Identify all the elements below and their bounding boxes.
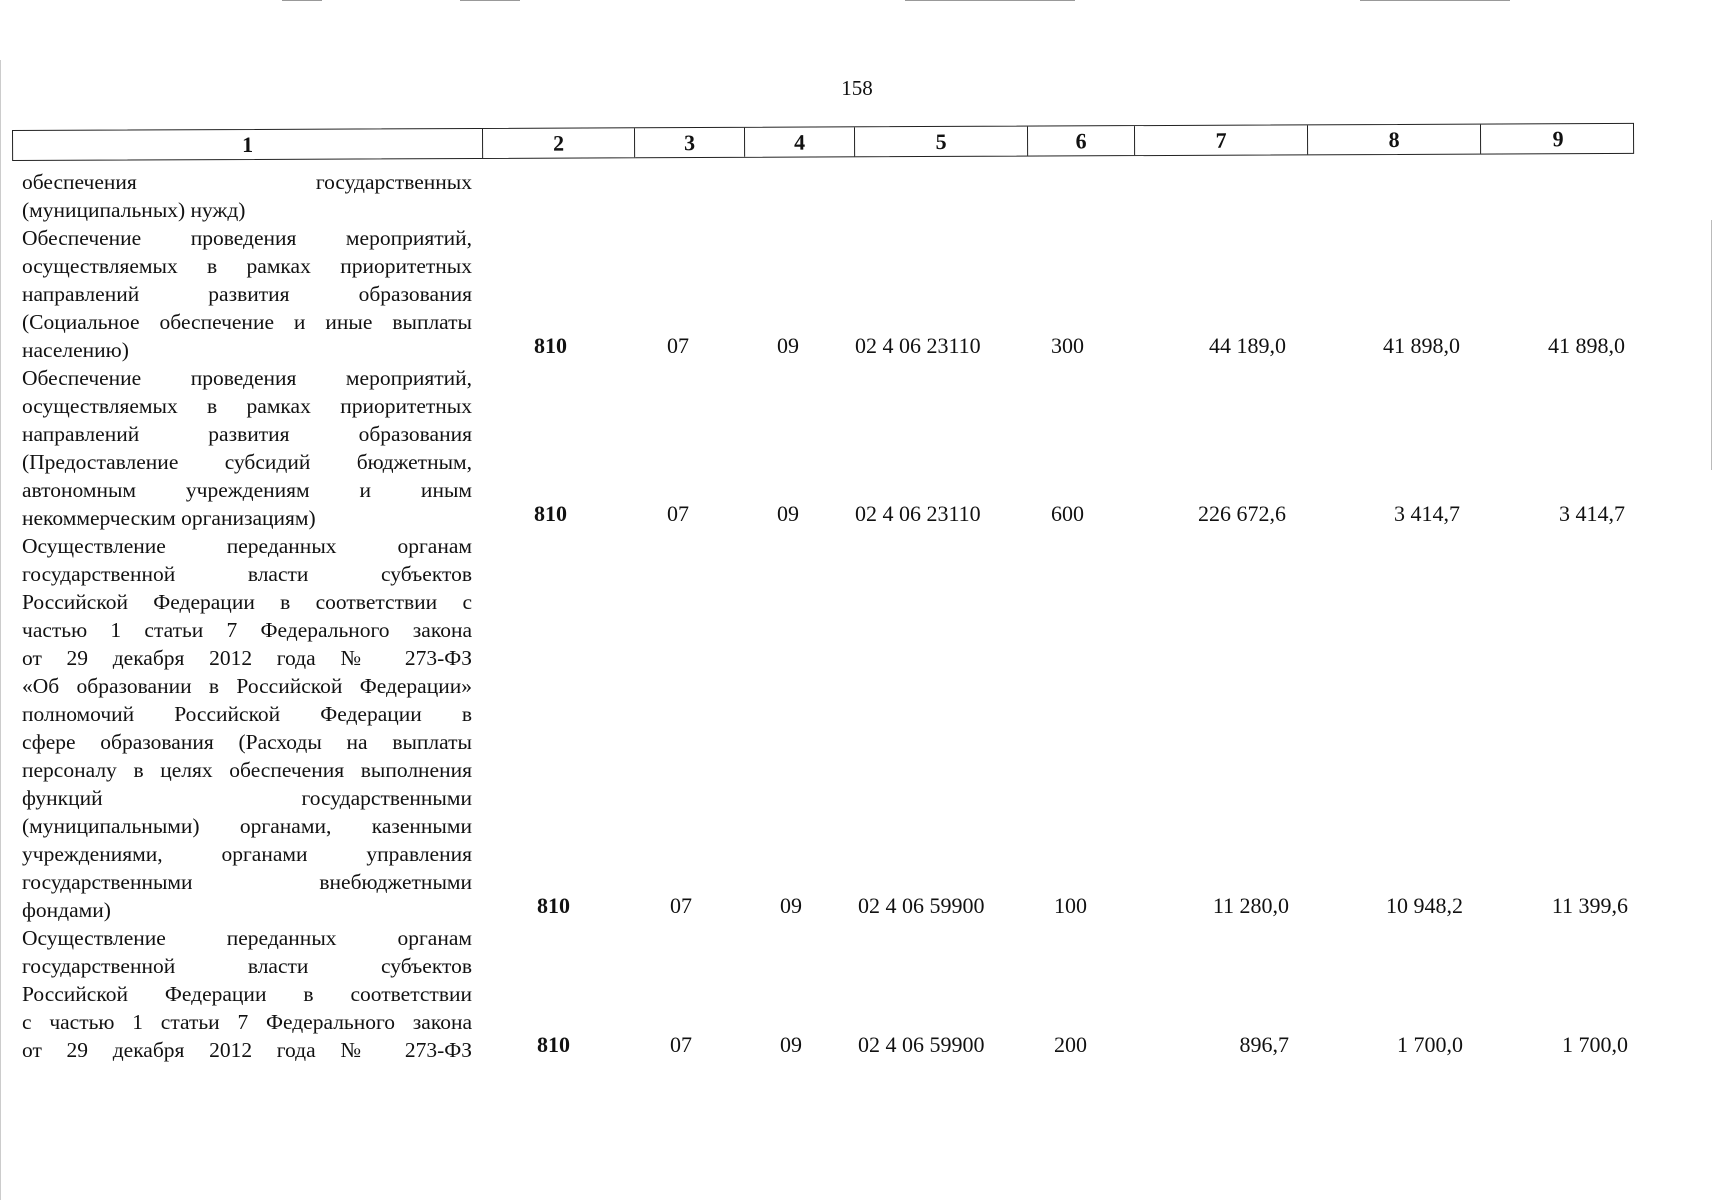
description-line: фондами) <box>22 898 111 922</box>
description-line: функций государственными <box>22 786 472 810</box>
cell-section: 07 <box>667 333 689 358</box>
scan-mark <box>460 0 520 1</box>
cell-amount-7: 226 672,6 <box>1198 501 1286 526</box>
scan-edge-left <box>0 60 1 1200</box>
header-cell-3: 3 <box>635 128 745 157</box>
description-line: Обеспечение проведения мероприятий, <box>22 366 472 390</box>
table-row <box>0 893 1714 923</box>
cell-subsection: 09 <box>777 501 799 526</box>
description-line: «Об образовании в Российской Федерации» <box>22 674 472 698</box>
description-line: направлений развития образования <box>22 422 472 446</box>
description-line: (Предоставление субсидий бюджетным, <box>22 450 472 474</box>
table-row <box>0 1032 1714 1062</box>
description-line: от 29 декабря 2012 года № 273-ФЗ <box>22 1038 472 1062</box>
scan-mark <box>1360 0 1510 1</box>
cell-code: 810 <box>537 893 570 918</box>
description-line: обеспечения государственных <box>22 170 472 194</box>
cell-target-article: 02 4 06 59900 <box>858 893 985 918</box>
description-line: (Социальное обеспечение и иные выплаты <box>22 310 472 334</box>
header-cell-9: 9 <box>1552 126 1564 152</box>
cell-subsection: 09 <box>780 1032 802 1057</box>
description-line: (муниципальными) органами, казенными <box>22 814 472 838</box>
cell-code: 810 <box>534 501 567 526</box>
table-row <box>0 501 1714 531</box>
description-line: направлений развития образования <box>22 282 472 306</box>
description-line: государственной власти субъектов <box>22 562 472 586</box>
cell-expense-type: 300 <box>1051 333 1084 358</box>
cell-subsection: 09 <box>780 893 802 918</box>
cell-amount-8: 3 414,7 <box>1394 501 1460 526</box>
cell-amount-9: 41 898,0 <box>1548 333 1625 358</box>
page-number: 158 <box>841 76 873 100</box>
header-cell-8: 8 <box>1308 125 1481 155</box>
description-line: полномочий Российской Федерации в <box>22 702 472 726</box>
cell-target-article: 02 4 06 23110 <box>855 333 981 358</box>
cell-target-article: 02 4 06 23110 <box>855 501 981 526</box>
description-line: государственными внебюджетными <box>22 870 472 894</box>
cell-amount-9: 1 700,0 <box>1562 1032 1628 1057</box>
header-cell-2: 2 <box>483 128 635 158</box>
description-line: автономным учреждениям и иным <box>22 478 472 502</box>
description-line: Российской Федерации в соответствии с <box>22 590 472 614</box>
description-line: от 29 декабря 2012 года № 273-ФЗ <box>22 646 472 670</box>
cell-amount-7: 44 189,0 <box>1209 333 1286 358</box>
header-cell-1: 1 <box>13 129 483 160</box>
cell-section: 07 <box>670 1032 692 1057</box>
table-row <box>0 333 1714 363</box>
cell-section: 07 <box>667 501 689 526</box>
header-cell-6: 6 <box>1028 126 1135 155</box>
cell-code: 810 <box>537 1032 570 1057</box>
cell-amount-7: 11 280,0 <box>1212 893 1289 918</box>
cell-amount-8: 10 948,2 <box>1386 893 1463 918</box>
description-line: (муниципальных) нужд) <box>22 198 246 222</box>
description-line: осуществляемых в рамках приоритетных <box>22 254 472 278</box>
header-cell-7: 7 <box>1135 125 1308 155</box>
cell-expense-type: 200 <box>1054 1032 1087 1057</box>
cell-expense-type: 100 <box>1054 893 1087 918</box>
cell-subsection: 09 <box>777 333 799 358</box>
description-line: населению) <box>22 338 129 362</box>
cell-amount-9: 3 414,7 <box>1559 501 1625 526</box>
description-line: сфере образования (Расходы на выплаты <box>22 730 472 754</box>
description-line: Российской Федерации в соответствии <box>22 982 472 1006</box>
cell-amount-7: 896,7 <box>1239 1032 1289 1057</box>
description-line: осуществляемых в рамках приоритетных <box>22 394 472 418</box>
description-line: Осуществление переданных органам <box>22 534 472 558</box>
description-line: персоналу в целях обеспечения выполнения <box>22 758 472 782</box>
table-header-row <box>12 123 1634 161</box>
description-line: государственной власти субъектов <box>22 954 472 978</box>
header-cell-5: 5 <box>855 127 1028 157</box>
scan-mark <box>905 0 1075 1</box>
cell-section: 07 <box>670 893 692 918</box>
cell-amount-8: 1 700,0 <box>1397 1032 1463 1057</box>
scan-mark <box>282 0 322 1</box>
description-line: с частью 1 статьи 7 Федерального закона <box>22 1010 472 1034</box>
cell-amount-8: 41 898,0 <box>1383 333 1460 358</box>
description-line: учреждениями, органами управления <box>22 842 472 866</box>
description-line: Обеспечение проведения мероприятий, <box>22 226 472 250</box>
cell-expense-type: 600 <box>1051 501 1084 526</box>
cell-amount-9: 11 399,6 <box>1551 893 1628 918</box>
description-line: некоммерческим организациям) <box>22 506 316 530</box>
description-line: частью 1 статьи 7 Федерального закона <box>22 618 472 642</box>
description-line: Осуществление переданных органам <box>22 926 472 950</box>
cell-code: 810 <box>534 333 567 358</box>
header-cell-4: 4 <box>745 127 855 156</box>
cell-target-article: 02 4 06 59900 <box>858 1032 985 1057</box>
